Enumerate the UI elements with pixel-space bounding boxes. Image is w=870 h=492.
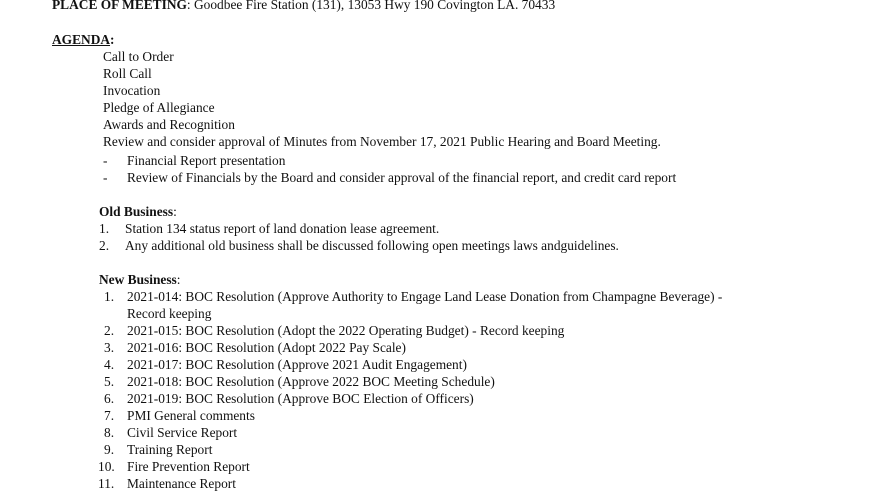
agenda-item: Review and consider approval of Minutes from November 17, 2021 Public Hearing and Board Meeting. [103, 134, 661, 149]
place-of-meeting-value: : Goodbee Fire Station (131), 13053 Hwy 190 Covington LA. 70433 [186, 0, 556, 12]
agenda-heading: AGENDA: [52, 32, 115, 47]
place-of-meeting-label: PLACE OF MEETING [52, 0, 187, 12]
place-of-meeting-line [52, 0, 555, 13]
new-business-number: 3. [104, 340, 115, 355]
old-business-number: 1. [99, 221, 110, 236]
old-business-item: Station 134 status report of land donation lease agreement. [125, 221, 440, 236]
new-business-item: Maintenance Report [127, 476, 236, 491]
new-business-number: 5. [104, 374, 115, 389]
agenda-sub-bullet: - [103, 170, 108, 185]
new-business-item: 2021-015: BOC Resolution (Adopt the 2022 Operating Budget) - Record keeping [127, 323, 565, 338]
agenda-item: Call to Order [103, 49, 174, 64]
agenda-sub-item: Review of Financials by the Board and consider approval of the financial report, and credit card report [127, 170, 677, 185]
new-business-number: 9. [104, 442, 115, 457]
new-business-number: 2. [104, 323, 115, 338]
new-business-item: 2021-019: BOC Resolution (Approve BOC Election of Officers) [127, 391, 474, 406]
agenda-title: AGENDA [52, 32, 111, 47]
new-business-item: 2021-018: BOC Resolution (Approve 2022 BOC Meeting Schedule) [127, 374, 495, 389]
old-business-number: 2. [99, 238, 110, 253]
new-business-number: 8. [104, 425, 115, 440]
agenda-item: Roll Call [103, 66, 152, 81]
new-business-number: 10. [98, 459, 115, 474]
agenda-item: Invocation [103, 83, 161, 98]
old-business-heading: Old Business: [99, 204, 177, 219]
new-business-number: 4. [104, 357, 115, 372]
new-business-item: 2021-017: BOC Resolution (Approve 2021 Audit Engagement) [127, 357, 467, 372]
new-business-item: Training Report [127, 442, 213, 457]
new-business-title: New Business [99, 272, 177, 287]
new-business-number: 11. [98, 476, 115, 491]
agenda-sub-item: Financial Report presentation [127, 153, 286, 168]
new-business-item: Civil Service Report [127, 425, 238, 440]
new-business-item: 2021-014: BOC Resolution (Approve Authority to Engage Land Lease Donation from Champagne Beverage) - [127, 289, 723, 304]
agenda-item: Awards and Recognition [103, 117, 235, 132]
new-business-number: 7. [104, 408, 115, 423]
agenda-item: Pledge of Allegiance [103, 100, 215, 115]
agenda-sub-bullet: - [103, 153, 108, 168]
old-business-item: Any additional old business shall be discussed following open meetings laws andguidelines. [125, 238, 619, 253]
new-business-heading: New Business: [99, 272, 181, 287]
new-business-item: 2021-016: BOC Resolution (Adopt 2022 Pay Scale) [127, 340, 406, 355]
new-business-number: 1. [104, 289, 115, 304]
new-business-item: Fire Prevention Report [127, 459, 250, 474]
new-business-item-continuation: Record keeping [127, 306, 212, 321]
new-business-item: PMI General comments [127, 408, 255, 423]
new-business-number: 6. [104, 391, 115, 406]
old-business-title: Old Business [99, 204, 174, 219]
